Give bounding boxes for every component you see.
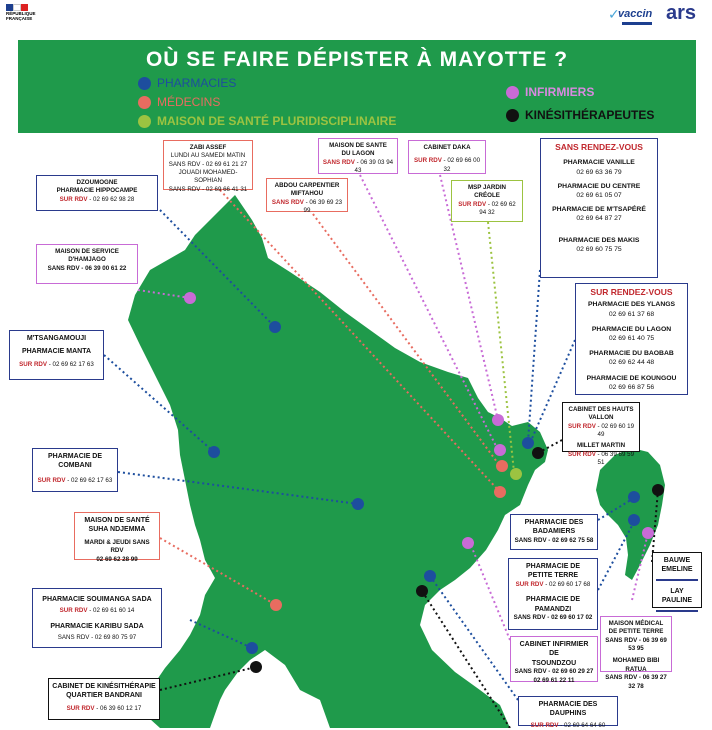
box-daka: CABINET DAKA SUR RDV - 02 69 66 00 32 [408, 140, 486, 174]
medecin-marker [270, 599, 282, 611]
box-abdou: ABDOU CARPENTIER MIFTAHOU SANS RDV - 06 39 69 23 99 [266, 178, 348, 212]
pharmacie-marker [208, 446, 220, 458]
infirmier-marker [184, 292, 196, 304]
maison-marker [510, 468, 522, 480]
box-maison-medical-petite-terre: MAISON MÉDICAL DE PETITE TERRE SANS RDV - 06 39 69 53 95 MOHAMED BIBI RATUA SANS RDV - 06 39 27 32 78 [600, 616, 672, 672]
box-petite-terre: PHARMACIE DE PETITE TERRE SUR RDV - 02 69 60 17 68 PHARMACIE DE PAMANDZI SANS RDV - 02 69 60 17 02 [508, 558, 598, 630]
pharmacie-marker [628, 514, 640, 526]
box-maison-lagon: MAISON DE SANTE DU LAGON SANS RDV - 06 39 03 94 43 [318, 138, 398, 174]
box-dauphins: PHARMACIE DES DAUPHINS SUR RDV - 02 69 64 64 60 [518, 696, 618, 726]
medecin-marker [494, 486, 506, 498]
pharmacie-marker [246, 642, 258, 654]
ars-logo: ars [666, 2, 697, 24]
box-suha-ndjemma: MAISON DE SANTÉ SUHA NDJEMMA MARDI & JEUDI SANS RDV 02 69 62 28 99 [74, 512, 160, 560]
box-bauwe-lay: BAUWE EMELINE LAY PAULINE [652, 552, 702, 608]
legend-medecins: MÉDECINS [138, 95, 220, 109]
legend-kine: KINÉSITHÉRAPEUTES [506, 108, 654, 122]
kine-marker [652, 484, 664, 496]
infirmier-marker [494, 444, 506, 456]
legend-maison: MAISON DE SANTÉ PLURIDISCIPLINAIRE [138, 114, 396, 128]
box-bandrani: CABINET DE KINÉSITHÉRAPIE QUARTIER BANDRANI SUR RDV - 06 39 60 12 17 [48, 678, 160, 720]
pharmacie-marker [269, 321, 281, 333]
page-title: OÙ SE FAIRE DÉPISTER À MAYOTTE ? [145, 48, 569, 71]
box-zabi: ZABI ASSEF LUNDI AU SAMEDI MATIN SANS RDV - 02 69 61 21 27 JOUADI MOHAMED-SOPHIAN SANS RDV - 02 69 66 41 31 [163, 140, 253, 190]
infirmier-marker [492, 414, 504, 426]
medecin-marker [496, 460, 508, 472]
legend-pharmacies: PHARMACIES [138, 76, 236, 90]
infirmier-marker [642, 527, 654, 539]
check-icon: ✓ [608, 6, 620, 22]
vaccin-logo: ✓ vaccin [608, 6, 656, 30]
infirmier-marker [462, 537, 474, 549]
grande-terre-island [128, 195, 548, 728]
kine-marker [250, 661, 262, 673]
pharmacie-marker [352, 498, 364, 510]
box-hauts-vallon: CABINET DES HAUTS VALLON SUR RDV - 02 69 60 19 49 MILLET MARTIN SUR RDV - 06 39 69 59 51 [562, 402, 640, 452]
box-sur-rendez-vous: SUR RENDEZ-VOUS PHARMACIE DES YLANGS 02 69 61 37 68 PHARMACIE DU LAGON 02 69 61 40 75 PHARMACIE DU BAOBAB 02 69 62 44 48 PHARMACIE DE KOUNGOU 02 69 66 87 56 [575, 283, 688, 395]
box-combani: PHARMACIE DE COMBANI SUR RDV - 02 69 62 17 63 [32, 448, 118, 492]
legend-infirmiers: INFIRMIERS [506, 85, 594, 99]
republique-logo: RÉPUBLIQUE FRANÇAISE [6, 4, 46, 22]
box-dzoumogne: DZOUMOGNE PHARMACIE HIPPOCAMPE SUR RDV - 02 69 62 98 28 [36, 175, 158, 211]
kine-marker [416, 585, 428, 597]
pharmacie-marker [628, 491, 640, 503]
box-badamiers: PHARMACIE DES BADAMIERS SANS RDV - 02 69 62 75 58 [510, 514, 598, 550]
box-sans-rendez-vous: SANS RENDEZ-VOUS PHARMACIE VANILLE 02 69 63 36 79 PHARMACIE DU CENTRE 02 69 61 05 07 PHARMACIE DE M'TSAPÉRÉ 02 69 64 87 27 PHARMACIE DES MAKIS 02 69 60 75 75 [540, 138, 658, 278]
pharmacie-marker [522, 437, 534, 449]
box-mtsangamouji: M'TSANGAMOUJI PHARMACIE MANTA SUR RDV - 02 69 62 17 63 [9, 330, 104, 380]
box-sada: PHARMACIE SOUIMANGA SADA SUR RDV - 02 69 61 60 14 PHARMACIE KARIBU SADA SANS RDV - 02 69 80 75 97 [32, 588, 162, 648]
box-hamjago: MAISON DE SERVICE D'HAMJAGO SANS RDV - 06 39 00 61 22 [36, 244, 138, 284]
box-tsoundzou: CABINET INFIRMIER DE TSOUNDZOU SANS RDV - 02 69 60 29 27 02 69 61 22 11 [510, 636, 598, 682]
box-msp: MSP JARDIN CRÉOLE SUR RDV - 02 69 62 94 32 [451, 180, 523, 222]
connector-line [528, 270, 540, 442]
pharmacie-marker [424, 570, 436, 582]
kine-marker [532, 447, 544, 459]
